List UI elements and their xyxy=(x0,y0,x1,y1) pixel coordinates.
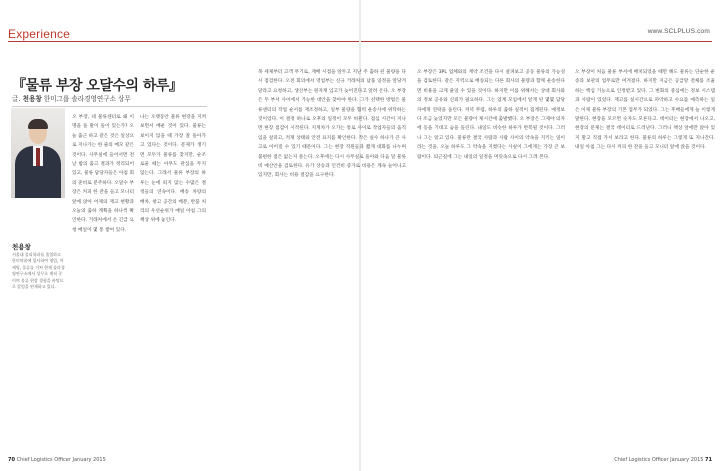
issue-left: January 2015 xyxy=(72,457,106,463)
body-column-2: 나는 오랫동안 물류 현장을 지켜 보면서 배운 것이 있다. 물류는 보이지 않을 때 가장 잘 돌아가고 있다는 것이다. 문제가 생기면 모두가 물류를 찾지만, 순조로울 때는 아무도 관심을 두지 않는다. 그래서 물류 부장의 하루는 눈에 띄지 않는 수많은 결정들의 연속이다. 배송 차량의 배차, 창고 공간의 배분, 반품 처리의 우선순위가 매일 아침 그의 책상 위에 놓인다. xyxy=(140,115,206,224)
site-url[interactable]: www.SCLPLUS.com xyxy=(647,28,710,35)
article-title: 『물류 부장 오달수의 하루』 xyxy=(12,78,183,95)
author-photo xyxy=(11,108,65,198)
byline xyxy=(12,93,131,103)
footer-right xyxy=(614,457,712,463)
byline-label: 글. xyxy=(12,95,21,103)
body-column-4: 오 부장은 3PL 업체와의 계약 조건을 다시 살펴보고 공동 물류의 가능성을 검토한다. 같은 지역으로 배송되는 다른 회사의 물량과 함께 운송한다면 비용을 크게 줄일 수 있을 것이다. 하지만 이를 위해서는 상대 회사와의 정보 공유와 신뢰가 필요하다. 그는 업계 모임에서 알게 된 몇몇 담당자에게 연락을 돌린다. 저녁 무렵, 하루의 출하 실적이 집계된다. 예정보다 조금 늦었지만 모든 물량이 제시간에 출발했다. 오 부장은 그제야 의자에 등을 기대고 숨을 돌린다. 내일도 비슷한 하루가 반복될 것이다. 그러나 그는 알고 있다. 물류란 결국 사람과 사람 사이의 약속을 지키는 일이라는 것을. 오늘 하루도 그 약속을 지켰다는 사실이 그에게는 가장 큰 보람이다. 퇴근길에 그는 내일의 일정을 머릿속으로 다시 그려 본다. xyxy=(417,70,565,160)
body-column-1: 오 부장, 네 물류센터로 왜 이 명을 돌 말이 돌이 있는가? 오늘 출근 하고 같은 것은 일상으로 지나가는 한 줄의 메모 같은 것이다. 사무실에 들어서면 전날 밤의 출고 결과가 정리되어 있고, 물류 담당자들은 아침 회의 준비로 분주하다. 오달수 부장은 커피 한 잔을 들고 모니터 앞에 앉아 어제의 재고 현황과 오늘의 출하 계획을 하나씩 확인한다. 거래처에서 온 긴급 요청 메일이 몇 통 쌓여 있다. xyxy=(72,115,134,233)
body-column-5: 오 부장이 처음 물류 부서에 배치되었을 때만 해도 물류는 단순한 운송과 보관의 업무로만 여겨졌다. 하지만 지금은 공급망 전체를 조율하는 핵심 기능으로 인정받고 있다. 그 변화의 중심에는 정보 시스템과 사람이 있었다. 재고를 실시간으로 파악하고 수요를 예측하는 일은 이제 물류 부장의 기본 업무가 되었다. 그는 후배들에게 늘 이렇게 말한다. 현장을 모르면 숫자도 모른다고. 데이터는 현장에서 나오고, 현장의 문제는 결국 데이터로 드러난다. 그러니 책상 앞에만 앉아 있지 말고 직접 가서 보라고 한다. 물류의 하루는 그렇게 또 지나간다. 내일 아침 그는 다시 커피 한 잔을 들고 모니터 앞에 앉을 것이다. xyxy=(575,70,715,151)
byline-author: 천용창 xyxy=(22,95,42,103)
photo-tie xyxy=(36,148,40,166)
magazine-name-right: Chief Logistics Officer xyxy=(614,457,669,463)
body-column-3: 목 세제부터 고객 무기로, 재배 시점을 앞두고 지난 주 출하 된 물량을 다시 점검한다. 오전 회의에서 영업부는 신규 거래처의 납품 일정을 앞당겨 달라고 요청하고, 생산부는 원자재 입고가 늦어진다고 알려 온다. 오 부장은 두 부서 사이에서 가능한 대안을 찾아야 한다. 그가 선택한 방법은 물류센터의 작업 순서를 재조정하고, 일부 물량을 협력 운송사에 위탁하는 것이었다. 이 결정 하나로 오후의 일정이 모두 바뀐다. 점심 시간이 지나면 현장 점검이 시작된다. 지게차가 오가는 통로 사이로 작업자들의 움직임을 살피고, 적재 상태와 안전 표지를 확인한다. 작은 실수 하나가 큰 사고로 이어질 수 있기 때문이다. 그는 현장 직원들과 짧게 대화를 나누며 불편한 점은 없는지 묻는다. 오후에는 다시 사무실로 돌아와 다음 달 물류비 예산안을 검토한다. 유가 상승과 인건비 증가로 비용은 계속 늘어나고 있지만, 회사는 비용 절감을 요구한다. xyxy=(258,70,406,179)
footer-left xyxy=(8,457,106,463)
magazine-name-left: Chief Logistics Officer xyxy=(16,457,71,463)
page-number-left: 70 xyxy=(8,457,15,463)
issue-right: January 2015 xyxy=(670,457,704,463)
byline-affiliation: 한미그룹 솔라경영연구소 상무 xyxy=(43,95,131,103)
sidebar-author-name: 천용창 xyxy=(12,243,31,251)
byline-divider xyxy=(12,106,207,107)
section-label: Experience xyxy=(8,27,71,41)
page-number-right: 71 xyxy=(705,457,712,463)
sidebar-author-bio: 서울대 물리학과를 졸업하고 한미약품에 입사하여 영업, 마케팅, 물류를 거쳐 현재 솔라경영연구소에서 상무로 재직 중이며 물류 현장 경험을 바탕으로 칼럼을 연재하고 있다. xyxy=(12,252,65,290)
photo-hair xyxy=(28,119,48,129)
